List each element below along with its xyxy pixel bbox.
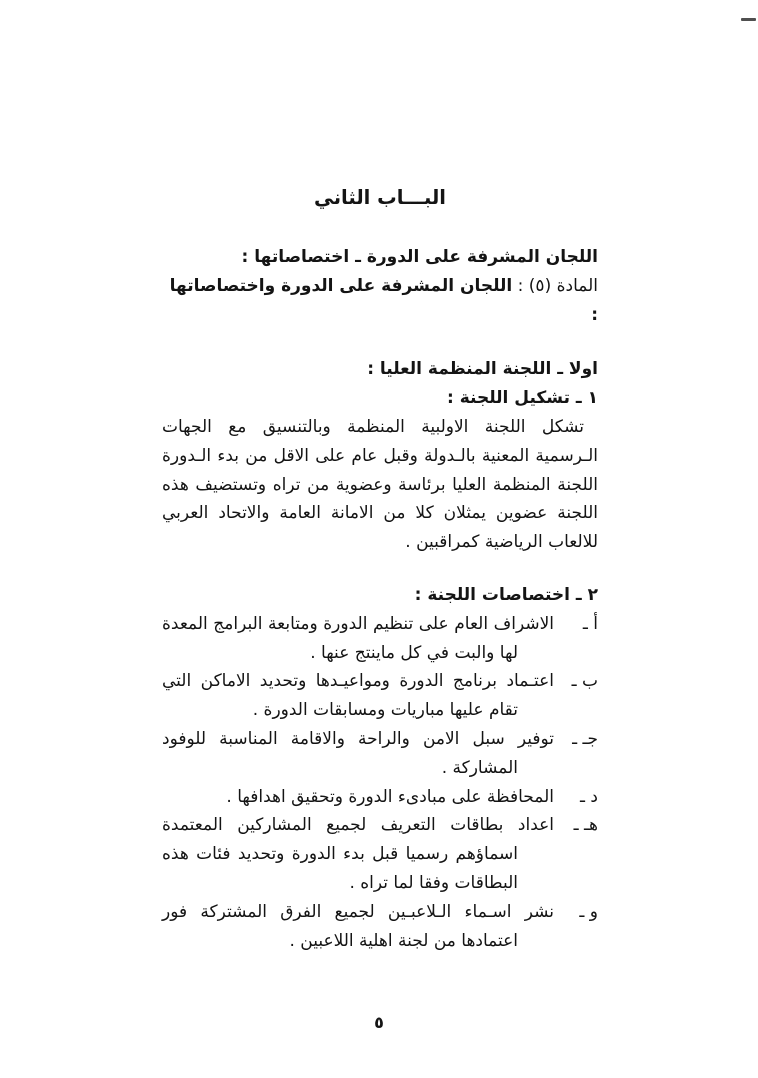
list-item [162, 783, 598, 812]
list-item-text: اعتـماد برنامج الدورة ومواعيـدها وتحديد الاماكن التي تقام عليها مباريات ومسابقات الدورة . [162, 671, 554, 721]
list-item [162, 898, 598, 956]
list-item [162, 725, 598, 783]
list-item-marker: د ـ [580, 786, 598, 807]
article-label: المادة (٥) : [512, 275, 598, 296]
list-item-marker: أ ـ [582, 613, 598, 634]
competences-list [162, 610, 598, 956]
list-item-text: نشر اسـماء الـلاعبـين لجميع الفرق المشتركة فور اعتمادها من لجنة اهلية اللاعبين . [162, 901, 554, 951]
page-corner-dash [741, 18, 756, 21]
list-item-text: الاشراف العام على تنظيم الدورة ومتابعة البرامج المعدة لها والبت في كل ماينتج عنها . [162, 613, 554, 663]
competences-heading: ٢ ـ اختصاصات اللجنة : [414, 584, 598, 605]
list-item [162, 610, 598, 668]
article-line [162, 272, 598, 330]
page-content [162, 183, 598, 955]
formation-paragraph: تشكل اللجنة الاولبية المنظمة وبالتنسيق مع الجهات الـرسمية المعنية بالـدولة وقبل عام على الاقل من بدء الـدورة اللجنة المنظمة العليا برئاسة وعضوية من تراه وتستضيف هذه اللجنة عضوين يمثلان كلا من الامانة العامة والاتحاد العربي للالعاب الرياضية كمراقبين . [162, 416, 598, 553]
intro-heading: اللجان المشرفة على الدورة ـ اختصاصاتها : [241, 247, 598, 267]
list-item-marker: و ـ [579, 901, 598, 922]
list-item-marker: جـ ـ [572, 728, 598, 749]
list-item-marker: هـ ـ [573, 815, 598, 836]
list-item-marker: ب ـ [571, 671, 598, 692]
article-title: اللجان المشرفة على الدورة واختصاصاتها : [169, 275, 598, 325]
list-item-text: توفير سبل الامن والراحة والاقامة المناسبة للوفود المشاركة . [162, 728, 554, 778]
page-number: ٥ [374, 1013, 384, 1032]
list-item [162, 667, 598, 725]
formation-heading: ١ ـ تشكيل اللجنة : [446, 388, 598, 409]
list-item [162, 811, 598, 897]
list-item-text: اعداد بطاقات التعريف لجميع المشاركين المعتمدة اسماؤهم رسميا قبل بدء الدورة وتحديد فئات هذه البطاقات وفقا لما تراه . [162, 815, 554, 893]
list-item-text: المحافظة على مبادىء الدورة وتحقيق اهدافها . [226, 786, 554, 807]
chapter-title: البـــاب الثاني [313, 186, 446, 209]
section-first-heading: اولا ـ اللجنة المنظمة العليا : [367, 359, 598, 380]
